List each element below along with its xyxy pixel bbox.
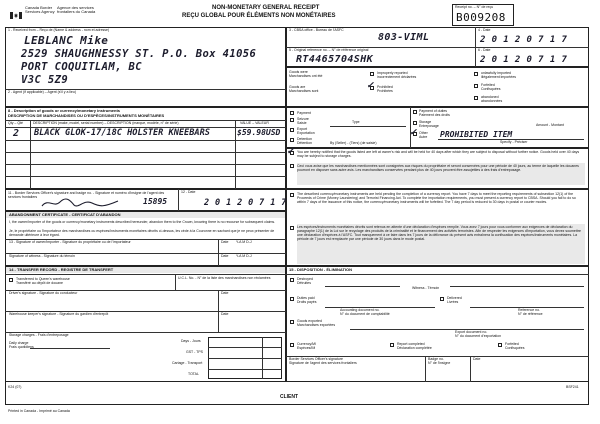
payment-of-duties-label: Payment of duties Paiement des droits xyxy=(419,109,450,117)
destroyed-witness-label: Witness - Témoin xyxy=(412,286,440,290)
currency-notice-en: The described currency/monetary instruments are held pending the completion of a currency report. You have 7 days to meet the reporting requirements of subsection 12(1) of the Proceeds of Crime (Money Laundering) and Terrorist Financing Act. To complete the importation requirements, you must present a currency report to CBSA. Should you fail to do so within 7 days of the issuance of this notice, the currency/monetary instruments will be forfeited. The 7 day period is reduced to 30 days in postal or courier modes. xyxy=(297,192,576,204)
cbsa-office-value[interactable]: 803-VIML xyxy=(378,32,430,43)
currency-forfeited-checkbox[interactable] xyxy=(498,343,502,347)
goods-are-label: Goods are Marchandises sont xyxy=(289,85,319,93)
owner-sig-date-ymd: Y-A M D-J xyxy=(236,240,252,244)
export-doc-label: Export document no. N° du document d'exportation xyxy=(455,330,502,338)
agency-name-en: Canada Border Services Agency xyxy=(25,5,55,14)
original-ref-label: 5 - Original reference no. – N° de référence original xyxy=(289,48,369,52)
payment-checkbox[interactable] xyxy=(290,111,294,115)
report-completed-checkbox[interactable] xyxy=(390,343,394,347)
prohibited-label: Prohibited Prohibées xyxy=(377,85,393,93)
agent-label: 2 - Agent (if applicable) – Agent (s'il y a lieu) xyxy=(8,90,76,94)
abandoned-checkbox[interactable] xyxy=(474,96,478,100)
row-qty[interactable]: 2 xyxy=(13,128,20,139)
ucl-label: U.C.L. No. - N° de la liste des marchandises non réclamées xyxy=(178,276,271,280)
original-ref-value[interactable]: RT4465704SHK xyxy=(296,54,374,65)
form-title-fr: REÇU GLOBAL POUR ÉLÉMENTS NON MONÉTAIRES xyxy=(182,13,336,19)
other-value[interactable]: PROHIBITED ITEM xyxy=(440,130,513,139)
abandonment-text-en: I, the owner/importer of the goods or currency/monetary instruments described hereunder, abandon them to the Crown, knowing there is no recourse for subsequent claims. xyxy=(9,220,276,224)
currency-notice-checkbox[interactable] xyxy=(290,193,294,197)
row-description[interactable]: BLACK GLOK-17/18C HOLSTER KNEEBARS xyxy=(34,128,210,138)
daily-charge-label: Daily charge Frais quotidiens xyxy=(9,341,34,349)
row-value[interactable]: $59.98USD xyxy=(237,128,281,137)
agency-name-fr: Agence des services frontaliers du Canada xyxy=(57,5,96,14)
witness-signature-label: Signature of witness - Signature du témoin xyxy=(9,254,75,258)
storage-notice-en: You are hereby notified that the goods listed are left at owner's risk and will be held for 40 days after which they are subject to disposal without further notice. Goods held over 40 days may be subject to storage charges. xyxy=(297,150,580,158)
date-4-label: 4 - Date xyxy=(478,28,491,32)
total-label: TOTAL xyxy=(188,372,199,376)
date-4-value[interactable]: 2 0 1 2 0 7 1 7 xyxy=(480,35,568,45)
amount-label: Amount - Montant xyxy=(536,123,564,127)
detention-checkbox[interactable] xyxy=(290,138,294,142)
by-whom-label: By (Seller) - (Tiers) (de saisie) xyxy=(330,141,377,145)
copy-label: CLIENT xyxy=(280,394,299,400)
storage-notice-check-mark: ✓ xyxy=(287,144,295,157)
currency-notice-fr-checkbox[interactable] xyxy=(290,226,294,230)
currency-mi-label: Currency/MI Espèces/IM xyxy=(297,342,317,350)
printed-in-canada: Printed in Canada - Imprimé au Canada xyxy=(8,409,70,413)
driver-date-label: Date xyxy=(221,291,229,295)
storage-notice-fr-checkbox[interactable] xyxy=(290,164,294,168)
currency-notice-fr: Les espèces/instruments monétaires décrits sont retenus en attente d'une déclaration d'espèces remplie. Vous avez 7 jours pour vous conformer aux exigences de déclaration du paragraphe 12(1) de la Loi sur le recyclage des produits de la criminalité et le financement des activités terroristes. Afin de respecter les exigences d'importation, vous devez soumettre une déclaration d'espèces à l'ASFC. Tout manquement à ce faire dans les 7 jours de la délivrance du présent avis entraînera la confiscation des espèces/instruments monétaires. La période de 7 jours est remplacée par une période de 30 jours dans le mode postal. xyxy=(297,225,581,241)
delivered-checkbox[interactable] xyxy=(440,297,444,301)
bso-signature xyxy=(40,196,120,210)
description-title-fr: DESCRIPTION DE MARCHANDISES OU D'ESPÈCES/INSTRUMENTS MONÉTAIRES xyxy=(8,113,165,118)
form-title-en: NON-MONETARY GENERAL RECEIPT xyxy=(212,5,320,11)
currency-forfeited-label: Forfeited Confisquées xyxy=(505,342,525,350)
disposition-date-label: Date xyxy=(473,357,481,361)
specify-label: Specify - Préciser xyxy=(500,140,528,144)
received-from-address-2[interactable]: PORT COQUITLAM, BC xyxy=(21,61,142,73)
abandonment-text-fr: Je, le propriétaire ou l'importateur des marchandises ou espèces/instruments monétaires décrits ci-dessus, les cède à la Couronne en sachant que je ne peux présenter de demande ultérieure à leur égard. xyxy=(9,229,275,237)
receipt-no-label: Receipt no. – N° de reçu xyxy=(455,5,494,9)
owner-signature-label: 13 - Signature of owner/importer - Signature du propriétaire ou de l'importateur xyxy=(9,240,131,244)
bso-badge-no[interactable]: 15895 xyxy=(143,197,168,206)
cbsa-office-label: 3 - CBSA office - Bureau de l'ASFC xyxy=(289,28,344,32)
disposition-badge-label: Badge no. N° de l'insigne xyxy=(428,357,451,365)
duties-paid-label: Duties paid Droits payés xyxy=(297,296,317,304)
warehouse-keeper-label: Warehouse keeper's signature - Signature du gardien d'entrepôt xyxy=(9,312,109,316)
cartage-label: Cartage - Transport xyxy=(172,361,203,365)
seizure-checkbox[interactable] xyxy=(290,118,294,122)
received-from-postal[interactable]: V3C 5Z9 xyxy=(21,74,69,86)
storage-charges-label: Storage charges - Frais d'entreposage xyxy=(9,333,69,337)
detention-label: Detention Détention xyxy=(297,137,312,145)
driver-signature-label: Driver's signature - Signature du conducteur xyxy=(9,291,78,295)
disposition-bso-sig-label: Border Services Officer's signature Signature de l'agent des services frontaliers xyxy=(289,357,357,365)
prohibited-check-mark: ✓ xyxy=(367,80,374,91)
forfeited-label: Forfeited Confisquées xyxy=(481,83,501,91)
bsf-number: BSF241 xyxy=(566,385,579,389)
storage-label: Storage Entreposage xyxy=(419,120,439,128)
canada-flag-icon xyxy=(10,6,22,13)
improperly-reported-checkbox[interactable] xyxy=(370,72,374,76)
destroyed-label: Destroyed Détruites xyxy=(297,277,313,285)
export-label: Export Exportation xyxy=(297,127,315,135)
warehouse-date-label: Date xyxy=(221,312,229,316)
duties-paid-checkbox[interactable] xyxy=(290,297,294,301)
queens-warehouse-checkbox[interactable] xyxy=(9,278,13,282)
abandonment-title: ABANDONMENT CERTIFICATE - CERTIFICAT D'ABANDON xyxy=(9,212,121,217)
forfeited-checkbox[interactable] xyxy=(474,84,478,88)
date-6-value[interactable]: 2 0 1 2 0 7 1 7 xyxy=(480,55,568,65)
days-label: Days - Jours xyxy=(181,339,201,343)
queens-warehouse-label: Transferred to Queen's warehouse Transféré au dépôt de douane xyxy=(16,277,70,285)
seizure-label: Seizure Saisie xyxy=(297,117,309,125)
date-12-label: 12 - Date xyxy=(181,190,196,194)
desc-header: DESCRIPTION (make, model, serial number) – DESCRIPTION (marque, modèle, n° de série) xyxy=(33,121,179,125)
payment-label: Payment xyxy=(297,111,311,115)
accounting-doc-label: Accounting document no. N° du document de comptabilité xyxy=(340,308,390,316)
owner-sig-date-label: Date xyxy=(221,240,229,244)
type-label: Type xyxy=(352,120,360,124)
payment-of-duties-checkbox[interactable] xyxy=(413,110,417,114)
goods-exported-checkbox[interactable] xyxy=(290,320,294,324)
abandoned-label: abandoned abandonnées xyxy=(481,95,503,103)
witness-sig-date-ymd: Y-A M D-J xyxy=(236,254,252,258)
disposition-title: 15 - DISPOSITION - ÉLIMINATION xyxy=(289,267,353,272)
goods-were-label: Goods were Marchandises ont été xyxy=(289,70,323,78)
unlawfully-imported-checkbox[interactable] xyxy=(474,72,478,76)
other-label: Other Autre xyxy=(419,131,428,139)
destroyed-checkbox[interactable] xyxy=(290,278,294,282)
bso-signature-label: 11 - Border Services Officer's signature and badge no. - Signature et numéro d'insigne de l'agent des services frontaliers xyxy=(8,191,165,199)
storage-notice-fr: Ceci vous avise que les marchandises mentionnées sont consignées aux risques du propriétaire et seront conservées pour une période de 40 jours, au terme de laquelle les douanes pourront en disposer sans autre avis. Les marchandises conservées pendant plus de 40 jours peuvent être assujetties à des frais d'entreposage. xyxy=(297,164,579,172)
delivered-label: Delivered Livrées xyxy=(447,296,462,304)
export-checkbox[interactable] xyxy=(290,128,294,132)
report-completed-label: Report completed Déclaration complétée xyxy=(397,342,432,350)
currency-mi-checkbox[interactable] xyxy=(290,343,294,347)
date-12-value[interactable]: 2 0 1 2 0 7 1 7 xyxy=(204,198,287,208)
received-from-name[interactable]: LEBLANC Mike xyxy=(24,34,109,47)
transfer-title: 14 - TRANSFER RECORD - REGISTRE DE TRANSFERT xyxy=(9,267,114,272)
qty-header: Qty – Qté xyxy=(8,121,23,125)
other-check-mark: ✓ xyxy=(410,127,417,138)
received-from-label: 1 - Received from – Reçu de (Name & address - nom et adresse) xyxy=(8,28,110,32)
received-from-address-1[interactable]: 2529 SHAUGHNESSY ST. P.O. Box 41056 xyxy=(21,48,257,60)
unlawfully-imported-label: unlawfully imported illégalement importées xyxy=(481,71,517,79)
value-header: VALUE – VALEUR xyxy=(240,121,269,125)
receipt-no-value: B009208 xyxy=(456,11,506,24)
storage-checkbox[interactable] xyxy=(413,121,417,125)
date-6-label: 6 - Date xyxy=(478,48,491,52)
form-number: K24 (07) xyxy=(8,385,22,389)
witness-sig-date-label: Date xyxy=(221,254,229,258)
gst-label: GST - TPS xyxy=(186,350,203,354)
reference-no-label: Reference no. N° de référence xyxy=(518,308,543,316)
goods-exported-label: Goods exported Marchandises exportées xyxy=(297,319,336,327)
improperly-reported-label: Improperly reported incorrectement déclarées xyxy=(377,71,417,79)
description-title: 8 - Description of goods or currency/monetary instruments xyxy=(8,108,121,113)
